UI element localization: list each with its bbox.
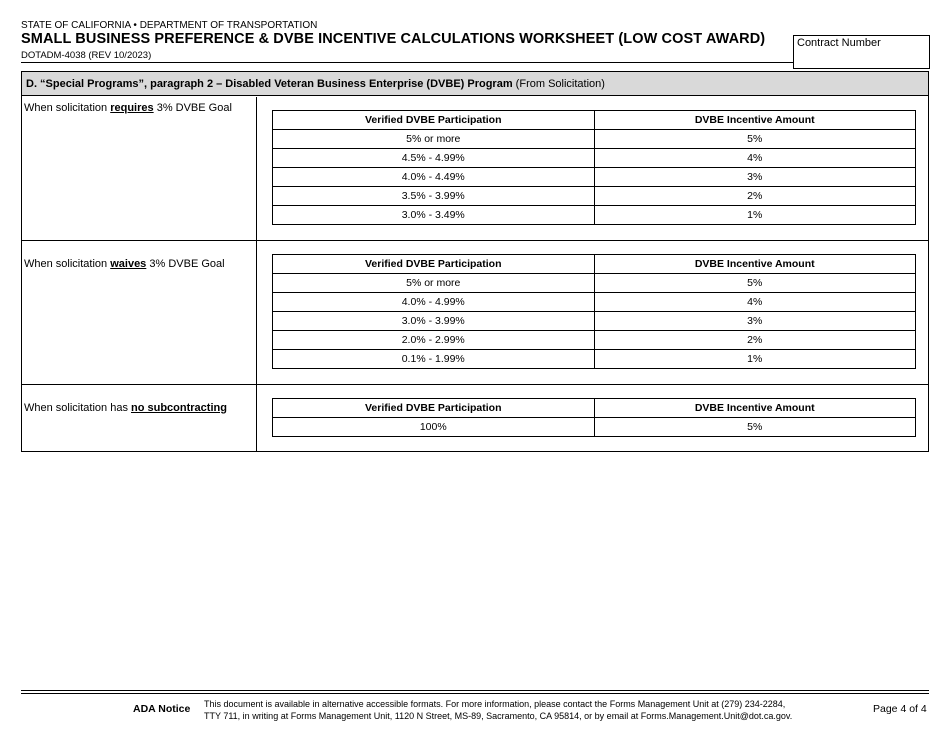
table-header-row (273, 255, 916, 274)
condition-keyword: requires (110, 102, 154, 114)
ada-notice-line: TTY 711, in writing at Forms Management Unit, 1120 N Street, MS-89, Sacramento, CA 95814, or by email at Forms.Management.Unit@dot.ca.gov. (204, 711, 793, 721)
requires-incentive-table (272, 110, 916, 225)
table-row (273, 187, 916, 206)
incentive-cell: 4% (594, 149, 916, 168)
participation-cell: 5% or more (273, 130, 595, 149)
incentive-cell: 5% (594, 418, 916, 437)
ada-notice-label: ADA Notice (133, 703, 191, 715)
participation-cell: 2.0% - 2.99% (273, 331, 595, 350)
contract-number-field[interactable] (793, 35, 930, 69)
participation-cell: 3.0% - 3.49% (273, 206, 595, 225)
condition-requires (24, 102, 232, 114)
waives-incentive-table (272, 254, 916, 369)
condition-keyword: waives (110, 258, 147, 270)
condition-prefix: When solicitation (24, 102, 111, 114)
condition-prefix: When solicitation (24, 258, 111, 270)
section-d-heading-suffix: (From Solicitation) (512, 78, 605, 90)
agency-line: STATE OF CALIFORNIA • DEPARTMENT OF TRANSPORTATION (21, 20, 318, 31)
section-d (21, 71, 929, 452)
col-participation-header: Verified DVBE Participation (273, 111, 595, 130)
condition-waives (24, 258, 225, 270)
section-d-heading (22, 72, 928, 96)
table-row (273, 168, 916, 187)
condition-prefix: When solicitation has (24, 402, 131, 414)
table-row (273, 130, 916, 149)
table-header-row (273, 399, 916, 418)
col-participation-header: Verified DVBE Participation (273, 399, 595, 418)
incentive-cell: 4% (594, 293, 916, 312)
condition-keyword: no subcontracting (131, 402, 227, 414)
table-header-row (273, 111, 916, 130)
condition-no-subcontracting (24, 402, 227, 414)
incentive-cell: 5% (594, 274, 916, 293)
incentive-cell: 3% (594, 312, 916, 331)
incentive-cell: 1% (594, 350, 916, 369)
no-subcontracting-incentive-table (272, 398, 916, 437)
incentive-cell: 1% (594, 206, 916, 225)
header-rule (21, 62, 793, 63)
table-row (273, 418, 916, 437)
col-incentive-header: DVBE Incentive Amount (594, 255, 916, 274)
participation-cell: 4.0% - 4.99% (273, 293, 595, 312)
ada-notice-line: This document is available in alternative accessible formats. For more information, please contact the Forms Management Unit at (279) 234-2284, (204, 699, 786, 709)
table-row (273, 312, 916, 331)
table-row (273, 206, 916, 225)
participation-cell: 3.0% - 3.99% (273, 312, 595, 331)
table-row (273, 274, 916, 293)
col-incentive-header: DVBE Incentive Amount (594, 399, 916, 418)
incentive-cell: 5% (594, 130, 916, 149)
col-incentive-header: DVBE Incentive Amount (594, 111, 916, 130)
participation-cell: 4.0% - 4.49% (273, 168, 595, 187)
section-d-heading-bold: D. “Special Programs”, paragraph 2 – Disabled Veteran Business Enterprise (DVBE) Program (26, 78, 513, 90)
row-divider (22, 384, 928, 385)
condition-suffix: 3% DVBE Goal (146, 258, 225, 270)
incentive-cell: 2% (594, 187, 916, 206)
col-participation-header: Verified DVBE Participation (273, 255, 595, 274)
ada-notice-text (204, 698, 824, 722)
row-divider (22, 240, 928, 241)
footer-rule (21, 690, 929, 691)
participation-cell: 5% or more (273, 274, 595, 293)
form-title: SMALL BUSINESS PREFERENCE & DVBE INCENTIVE CALCULATIONS WORKSHEET (LOW COST AWARD) (21, 31, 766, 47)
incentive-cell: 3% (594, 168, 916, 187)
table-row (273, 149, 916, 168)
column-divider (256, 97, 257, 451)
contract-number-label: Contract Number (797, 37, 881, 49)
participation-cell: 100% (273, 418, 595, 437)
participation-cell: 3.5% - 3.99% (273, 187, 595, 206)
table-row (273, 350, 916, 369)
table-row (273, 293, 916, 312)
footer-rule (21, 693, 929, 694)
participation-cell: 0.1% - 1.99% (273, 350, 595, 369)
form-number: DOTADM-4038 (REV 10/2023) (21, 50, 152, 61)
incentive-cell: 2% (594, 331, 916, 350)
condition-suffix: 3% DVBE Goal (153, 102, 232, 114)
page-number: Page 4 of 4 (873, 703, 927, 715)
table-row (273, 331, 916, 350)
participation-cell: 4.5% - 4.99% (273, 149, 595, 168)
